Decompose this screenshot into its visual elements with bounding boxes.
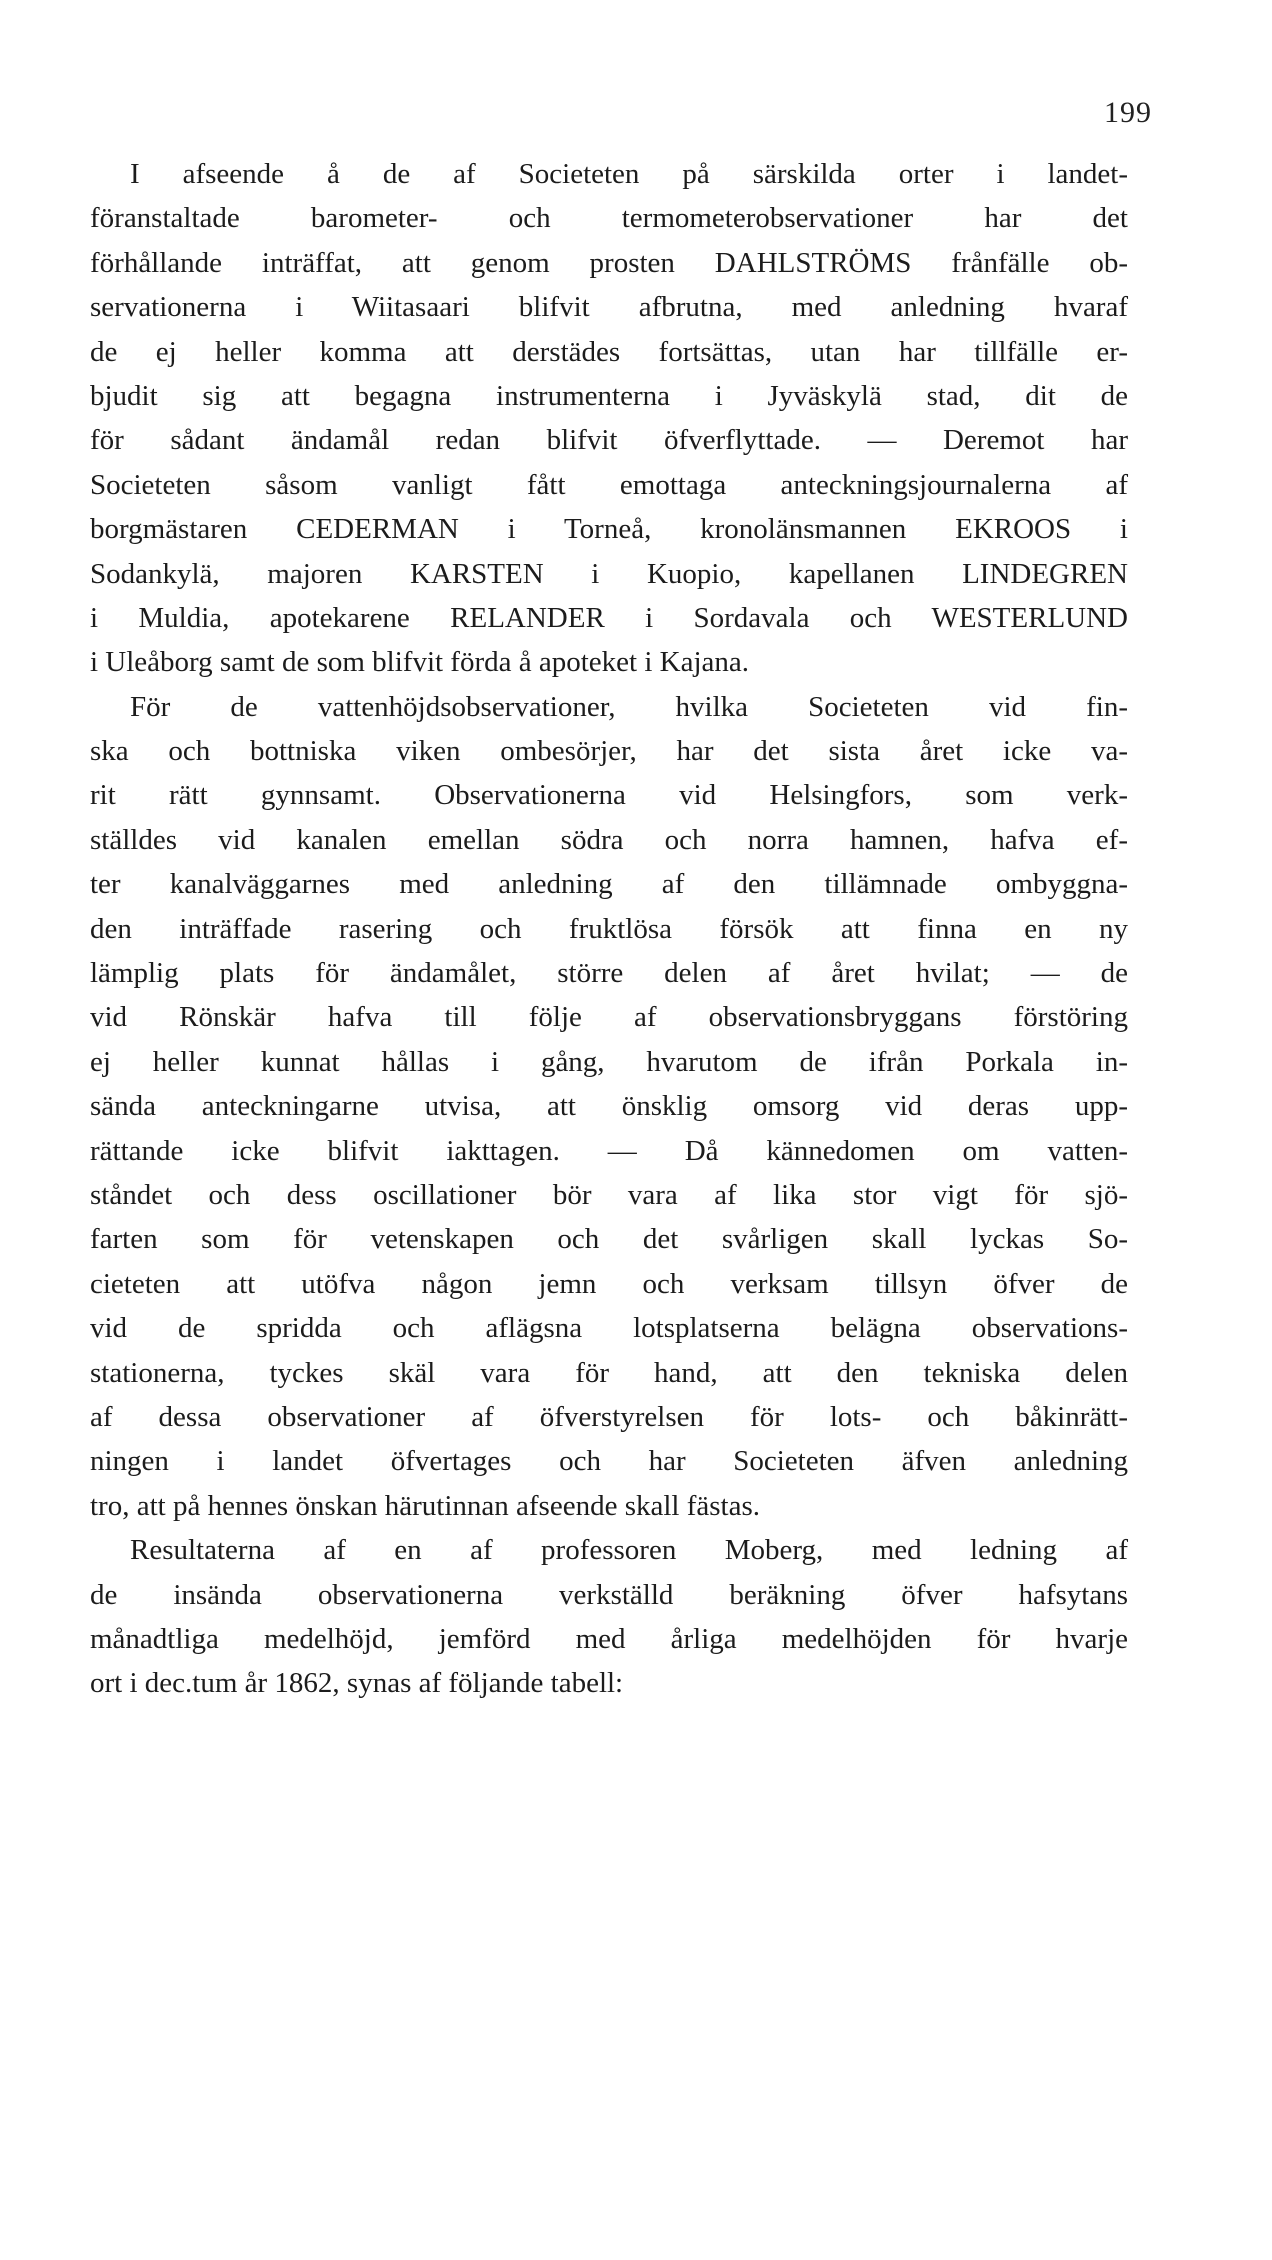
text-line: förhållande inträffat, att genom prosten DAHLSTRÖMS frånfälle ob- bbox=[90, 246, 1128, 279]
text-line: servationerna i Wiitasaari blifvit afbrutna, med anledning hvaraf bbox=[90, 291, 1128, 324]
text-line: rit rätt gynnsamt. Observationerna vid Helsingfors, som verk- bbox=[90, 779, 1128, 812]
text-line: ej heller kunnat hållas i gång, hvarutom de ifrån Porkala in- bbox=[90, 1045, 1128, 1078]
text-line: ska och bottniska viken ombesörjer, har det sista året icke va- bbox=[90, 735, 1128, 768]
text-line: månadtliga medelhöjd, jemförd med årliga medelhöjden för hvarje bbox=[90, 1622, 1128, 1655]
text-line: i Uleåborg samt de som blifvit förda å apoteket i Kajana. bbox=[90, 646, 750, 679]
body-text bbox=[90, 152, 1128, 1706]
text-line: cieteten att utöfva någon jemn och verksam tillsyn öfver de bbox=[90, 1267, 1128, 1300]
text-line: Resultaterna af en af professoren Moberg, med ledning af bbox=[130, 1534, 1128, 1567]
text-line: föranstaltade barometer- och termometerobservationer har det bbox=[90, 202, 1128, 235]
text-line: den inträffade rasering och fruktlösa försök att finna en ny bbox=[90, 912, 1128, 945]
text-line: ställdes vid kanalen emellan södra och norra hamnen, hafva ef- bbox=[90, 823, 1128, 856]
text-line: ort i dec.tum år 1862, synas af följande tabell: bbox=[90, 1667, 624, 1700]
text-line: rättande icke blifvit iakttagen. — Då kännedomen om vatten- bbox=[90, 1134, 1128, 1167]
page-number: 199 bbox=[1104, 96, 1152, 129]
text-line: bjudit sig att begagna instrumenterna i Jyväskylä stad, dit de bbox=[90, 379, 1128, 412]
text-line: för sådant ändamål redan blifvit öfverflyttade. — Deremot har bbox=[90, 424, 1128, 457]
text-line: lämplig plats för ändamålet, större delen af året hvilat; — de bbox=[90, 957, 1128, 990]
text-line: borgmästaren CEDERMAN i Torneå, kronolänsmannen EKROOS i bbox=[90, 513, 1128, 546]
text-line: stationerna, tyckes skäl vara för hand, att den tekniska delen bbox=[90, 1356, 1128, 1389]
text-line: af dessa observationer af öfverstyrelsen för lots- och båkinrätt- bbox=[90, 1400, 1128, 1433]
text-line: i Muldia, apotekarene RELANDER i Sordavala och WESTERLUND bbox=[90, 601, 1128, 634]
text-line: de ej heller komma att derstädes fortsättas, utan har tillfälle er- bbox=[90, 335, 1128, 368]
text-line: vid Rönskär hafva till följe af observationsbryggans förstöring bbox=[90, 1001, 1128, 1034]
text-line: ter kanalväggarnes med anledning af den tillämnade ombyggna- bbox=[90, 868, 1128, 901]
text-line: Sodankylä, majoren KARSTEN i Kuopio, kapellanen LINDEGREN bbox=[90, 557, 1128, 590]
text-line: ståndet och dess oscillationer bör vara af lika stor vigt för sjö- bbox=[90, 1178, 1128, 1211]
text-line: För de vattenhöjdsobservationer, hvilka Societeten vid fin- bbox=[130, 690, 1128, 723]
text-line: vid de spridda och aflägsna lotsplatserna belägna observations- bbox=[90, 1312, 1128, 1345]
text-line: ningen i landet öfvertages och har Societeten äfven anledning bbox=[90, 1445, 1128, 1478]
text-line: tro, att på hennes önskan härutinnan afseende skall fästas. bbox=[90, 1489, 761, 1522]
text-line: I afseende å de af Societeten på särskilda orter i landet- bbox=[130, 158, 1128, 190]
text-line: farten som för vetenskapen och det svårligen skall lyckas So- bbox=[90, 1223, 1128, 1256]
text-line: sända anteckningarne utvisa, att önsklig omsorg vid deras upp- bbox=[90, 1090, 1128, 1123]
text-line: de insända observationerna verkställd beräkning öfver hafsytans bbox=[90, 1578, 1128, 1611]
text-line: Societeten såsom vanligt fått emottaga anteckningsjournalerna af bbox=[90, 468, 1128, 501]
